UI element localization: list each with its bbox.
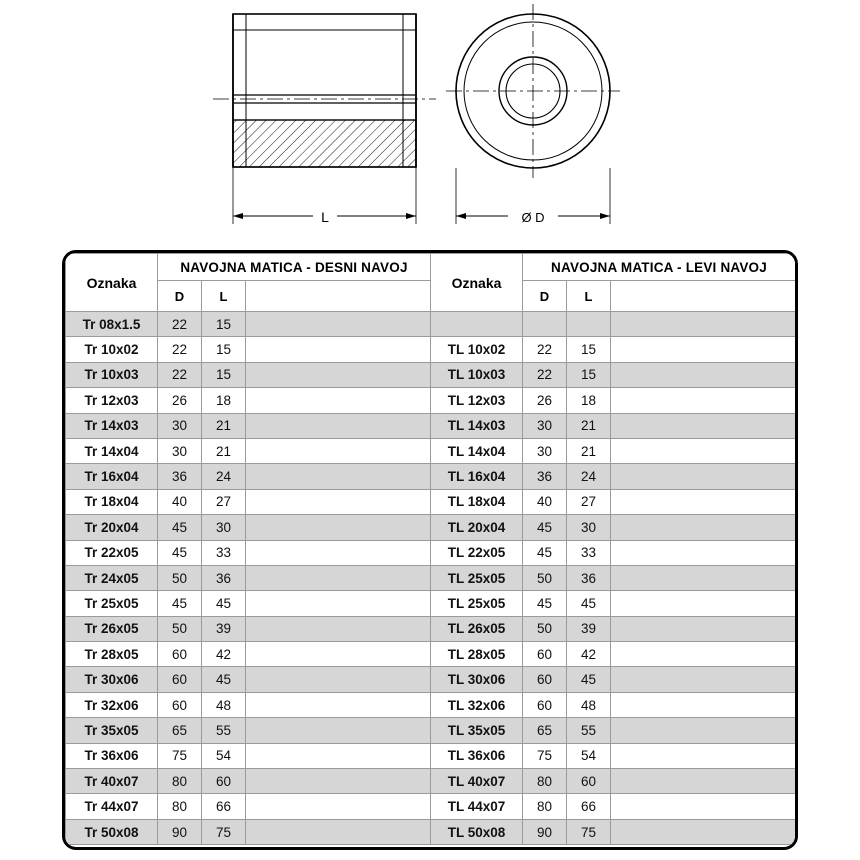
technical-drawing — [0, 0, 860, 245]
row-left-l: 27 — [202, 489, 246, 514]
row-right-d: 65 — [523, 718, 567, 743]
row-left-d: 45 — [158, 540, 202, 565]
row-left-d: 65 — [158, 718, 202, 743]
row-left-label: Tr 12x03 — [66, 388, 158, 413]
row-left-l: 75 — [202, 819, 246, 844]
table-row — [66, 616, 796, 641]
row-right-spacer — [611, 489, 796, 514]
row-right-d: 30 — [523, 413, 567, 438]
row-left-l: 15 — [202, 337, 246, 362]
table-row — [66, 464, 796, 489]
row-left-spacer — [246, 667, 431, 692]
row-right-spacer — [611, 362, 796, 387]
row-left-spacer — [246, 565, 431, 590]
row-right-l: 54 — [567, 743, 611, 768]
row-right-spacer — [611, 388, 796, 413]
row-right-l: 15 — [567, 337, 611, 362]
row-left-spacer — [246, 337, 431, 362]
row-left-l: 66 — [202, 794, 246, 819]
header-right-l: L — [567, 281, 611, 312]
row-left-label: Tr 22x05 — [66, 540, 158, 565]
row-right-label: TL 14x03 — [431, 413, 523, 438]
row-left-label: Tr 20x04 — [66, 515, 158, 540]
row-left-spacer — [246, 743, 431, 768]
row-left-spacer — [246, 388, 431, 413]
row-right-l — [567, 312, 611, 337]
row-right-label: TL 16x04 — [431, 464, 523, 489]
row-right-spacer — [611, 438, 796, 463]
row-right-spacer — [611, 515, 796, 540]
table-row — [66, 667, 796, 692]
header-left-spacer — [246, 281, 431, 312]
table-row — [66, 515, 796, 540]
row-right-label: TL 40x07 — [431, 769, 523, 794]
row-left-d: 22 — [158, 312, 202, 337]
row-right-d: 30 — [523, 438, 567, 463]
row-left-spacer — [246, 438, 431, 463]
row-left-label: Tr 18x04 — [66, 489, 158, 514]
row-right-spacer — [611, 819, 796, 844]
row-left-label: Tr 28x05 — [66, 642, 158, 667]
row-right-label: TL 36x06 — [431, 743, 523, 768]
row-right-l: 66 — [567, 794, 611, 819]
table-row — [66, 565, 796, 590]
row-left-d: 40 — [158, 489, 202, 514]
row-left-d: 22 — [158, 362, 202, 387]
row-right-d: 36 — [523, 464, 567, 489]
row-right-l: 33 — [567, 540, 611, 565]
row-left-spacer — [246, 718, 431, 743]
row-right-l: 21 — [567, 413, 611, 438]
row-right-l: 39 — [567, 616, 611, 641]
row-left-l: 45 — [202, 667, 246, 692]
row-right-l: 55 — [567, 718, 611, 743]
row-left-spacer — [246, 769, 431, 794]
row-right-label: TL 18x04 — [431, 489, 523, 514]
row-right-label: TL 12x03 — [431, 388, 523, 413]
table-row — [66, 642, 796, 667]
row-right-label: TL 32x06 — [431, 692, 523, 717]
row-right-l: 60 — [567, 769, 611, 794]
row-left-d: 60 — [158, 667, 202, 692]
row-left-l: 24 — [202, 464, 246, 489]
row-left-d: 30 — [158, 438, 202, 463]
row-right-label: TL 50x08 — [431, 819, 523, 844]
dimension-label-length: L — [321, 209, 329, 225]
row-right-label: TL 10x03 — [431, 362, 523, 387]
row-right-label: TL 30x06 — [431, 667, 523, 692]
header-oznaka-right: Oznaka — [431, 254, 523, 312]
row-left-spacer — [246, 642, 431, 667]
table-row — [66, 591, 796, 616]
row-left-l: 18 — [202, 388, 246, 413]
row-left-spacer — [246, 616, 431, 641]
row-right-d: 45 — [523, 540, 567, 565]
row-right-d: 40 — [523, 489, 567, 514]
table-head — [66, 254, 796, 312]
row-left-spacer — [246, 540, 431, 565]
row-right-label: TL 28x05 — [431, 642, 523, 667]
row-left-label: Tr 10x03 — [66, 362, 158, 387]
row-left-spacer — [246, 312, 431, 337]
row-left-d: 60 — [158, 642, 202, 667]
row-right-d: 80 — [523, 794, 567, 819]
front-circular-view — [446, 4, 620, 225]
table-body — [66, 312, 796, 845]
header-right-spacer — [611, 281, 796, 312]
row-right-label: TL 26x05 — [431, 616, 523, 641]
row-left-l: 54 — [202, 743, 246, 768]
row-left-d: 26 — [158, 388, 202, 413]
table-row — [66, 769, 796, 794]
drawing-svg — [0, 0, 860, 245]
row-right-label — [431, 312, 523, 337]
header-right-d: D — [523, 281, 567, 312]
side-section-view — [213, 14, 436, 225]
row-left-l: 55 — [202, 718, 246, 743]
row-right-d: 50 — [523, 565, 567, 590]
row-left-label: Tr 50x08 — [66, 819, 158, 844]
row-left-d: 30 — [158, 413, 202, 438]
table-row — [66, 362, 796, 387]
row-left-d: 36 — [158, 464, 202, 489]
row-right-spacer — [611, 464, 796, 489]
table-row — [66, 489, 796, 514]
row-right-label: TL 20x04 — [431, 515, 523, 540]
row-left-label: Tr 40x07 — [66, 769, 158, 794]
table-row — [66, 692, 796, 717]
table-row — [66, 438, 796, 463]
row-left-l: 42 — [202, 642, 246, 667]
row-left-label: Tr 30x06 — [66, 667, 158, 692]
row-right-spacer — [611, 565, 796, 590]
row-left-l: 15 — [202, 362, 246, 387]
row-left-d: 75 — [158, 743, 202, 768]
row-right-spacer — [611, 337, 796, 362]
row-right-l: 24 — [567, 464, 611, 489]
row-left-d: 45 — [158, 515, 202, 540]
row-right-d: 75 — [523, 743, 567, 768]
row-right-l: 21 — [567, 438, 611, 463]
row-right-label: TL 35x05 — [431, 718, 523, 743]
row-right-d: 90 — [523, 819, 567, 844]
row-left-label: Tr 25x05 — [66, 591, 158, 616]
row-right-spacer — [611, 667, 796, 692]
row-left-spacer — [246, 692, 431, 717]
row-right-d: 22 — [523, 337, 567, 362]
row-right-spacer — [611, 743, 796, 768]
row-right-d: 50 — [523, 616, 567, 641]
row-left-l: 21 — [202, 413, 246, 438]
table-row — [66, 794, 796, 819]
row-right-d: 22 — [523, 362, 567, 387]
table-row — [66, 413, 796, 438]
row-left-label: Tr 08x1.5 — [66, 312, 158, 337]
row-right-label: TL 25x05 — [431, 591, 523, 616]
row-left-l: 60 — [202, 769, 246, 794]
row-right-spacer — [611, 616, 796, 641]
row-left-label: Tr 24x05 — [66, 565, 158, 590]
row-right-spacer — [611, 642, 796, 667]
row-left-label: Tr 10x02 — [66, 337, 158, 362]
table-row — [66, 718, 796, 743]
row-right-spacer — [611, 769, 796, 794]
row-left-d: 60 — [158, 692, 202, 717]
row-right-label: TL 14x04 — [431, 438, 523, 463]
row-left-spacer — [246, 794, 431, 819]
dimension-label-diameter: Ø D — [521, 210, 545, 225]
row-right-d: 45 — [523, 591, 567, 616]
row-left-l: 21 — [202, 438, 246, 463]
table-row — [66, 540, 796, 565]
row-left-d: 50 — [158, 565, 202, 590]
row-right-label: TL 10x02 — [431, 337, 523, 362]
row-left-label: Tr 16x04 — [66, 464, 158, 489]
row-left-label: Tr 14x03 — [66, 413, 158, 438]
header-left-l: L — [202, 281, 246, 312]
row-right-d: 60 — [523, 692, 567, 717]
row-left-spacer — [246, 464, 431, 489]
row-right-d: 60 — [523, 667, 567, 692]
row-left-d: 80 — [158, 769, 202, 794]
row-left-l: 45 — [202, 591, 246, 616]
row-right-spacer — [611, 692, 796, 717]
row-left-d: 22 — [158, 337, 202, 362]
row-left-spacer — [246, 489, 431, 514]
row-right-l: 48 — [567, 692, 611, 717]
row-right-d: 26 — [523, 388, 567, 413]
row-right-spacer — [611, 540, 796, 565]
row-left-label: Tr 35x05 — [66, 718, 158, 743]
table-row — [66, 388, 796, 413]
row-right-spacer — [611, 591, 796, 616]
spec-table-card — [62, 250, 798, 850]
row-left-spacer — [246, 819, 431, 844]
row-left-l: 15 — [202, 312, 246, 337]
row-right-l: 45 — [567, 591, 611, 616]
header-group-right-thread: NAVOJNA MATICA - DESNI NAVOJ — [158, 254, 431, 281]
row-right-spacer — [611, 718, 796, 743]
row-right-spacer — [611, 312, 796, 337]
row-right-l: 18 — [567, 388, 611, 413]
row-right-d: 60 — [523, 642, 567, 667]
row-left-label: Tr 14x04 — [66, 438, 158, 463]
row-right-d — [523, 312, 567, 337]
table-row — [66, 819, 796, 844]
row-left-d: 50 — [158, 616, 202, 641]
row-right-l: 15 — [567, 362, 611, 387]
row-right-label: TL 22x05 — [431, 540, 523, 565]
table-row — [66, 312, 796, 337]
row-left-spacer — [246, 515, 431, 540]
row-left-d: 90 — [158, 819, 202, 844]
row-left-label: Tr 36x06 — [66, 743, 158, 768]
row-right-l: 27 — [567, 489, 611, 514]
row-left-l: 48 — [202, 692, 246, 717]
row-right-l: 36 — [567, 565, 611, 590]
row-right-d: 80 — [523, 769, 567, 794]
row-right-l: 30 — [567, 515, 611, 540]
row-right-label: TL 44x07 — [431, 794, 523, 819]
header-group-left-thread: NAVOJNA MATICA - LEVI NAVOJ — [523, 254, 796, 281]
header-left-d: D — [158, 281, 202, 312]
row-left-label: Tr 26x05 — [66, 616, 158, 641]
row-left-spacer — [246, 413, 431, 438]
row-left-d: 45 — [158, 591, 202, 616]
row-left-l: 39 — [202, 616, 246, 641]
table-group-header-row — [66, 254, 796, 281]
row-left-label: Tr 32x06 — [66, 692, 158, 717]
row-right-spacer — [611, 794, 796, 819]
row-left-d: 80 — [158, 794, 202, 819]
row-right-spacer — [611, 413, 796, 438]
row-left-l: 30 — [202, 515, 246, 540]
row-right-label: TL 25x05 — [431, 565, 523, 590]
row-left-l: 36 — [202, 565, 246, 590]
spec-table — [65, 253, 796, 845]
header-oznaka-left: Oznaka — [66, 254, 158, 312]
table-row — [66, 743, 796, 768]
row-left-l: 33 — [202, 540, 246, 565]
row-left-spacer — [246, 591, 431, 616]
row-right-l: 42 — [567, 642, 611, 667]
row-right-l: 75 — [567, 819, 611, 844]
row-right-l: 45 — [567, 667, 611, 692]
row-left-spacer — [246, 362, 431, 387]
table-row — [66, 337, 796, 362]
row-left-label: Tr 44x07 — [66, 794, 158, 819]
row-right-d: 45 — [523, 515, 567, 540]
